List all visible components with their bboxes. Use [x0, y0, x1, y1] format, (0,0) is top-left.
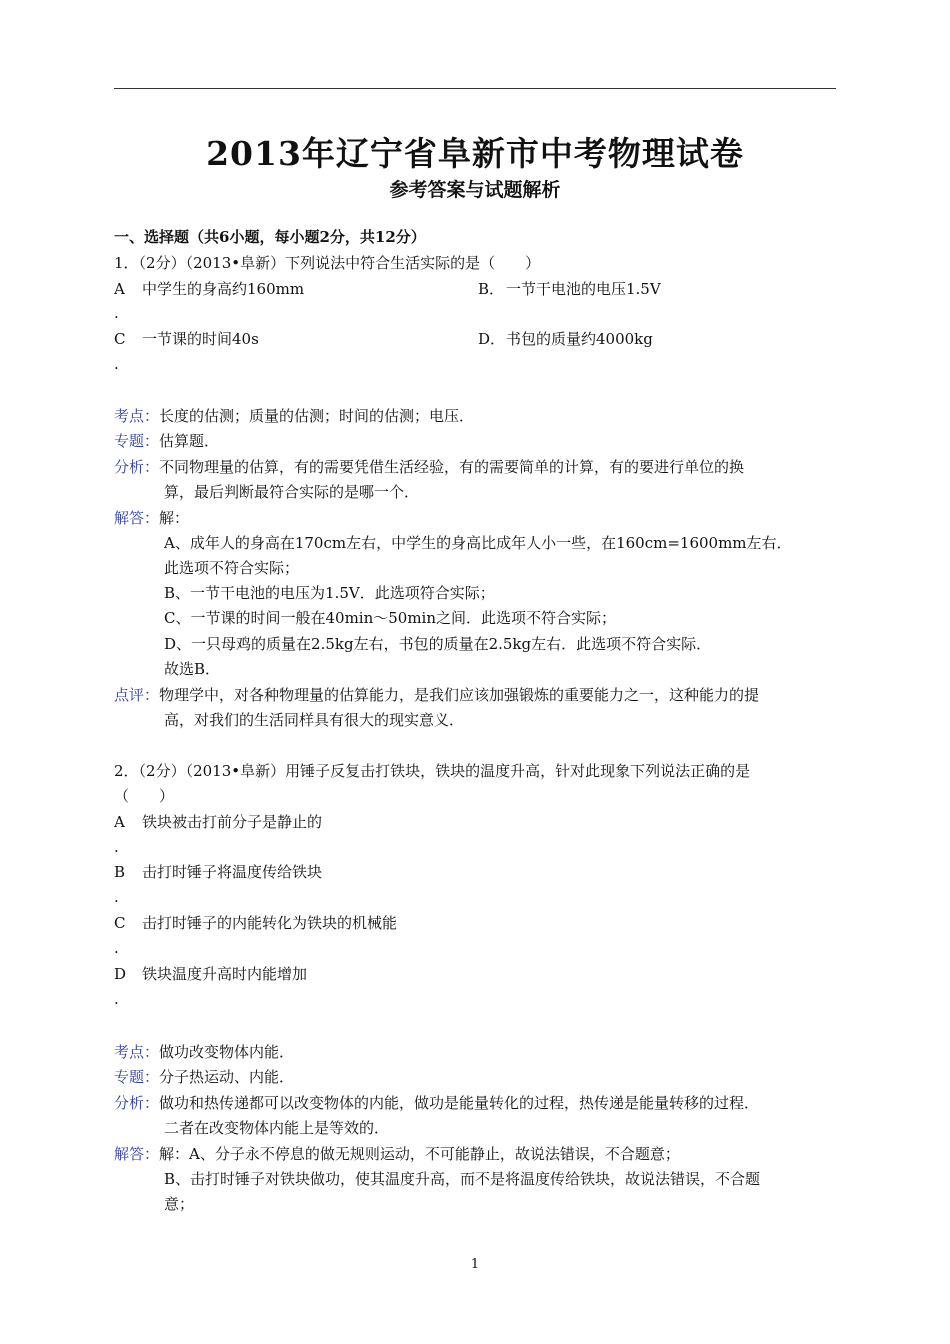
q1-jieda-d: D、一只母鸡的质量在2.5kg左右，书包的质量在2.5kg左右．此选项不符合实际．: [164, 635, 712, 653]
option-dot: .: [114, 838, 119, 856]
q2-zhuanti: [114, 1068, 294, 1086]
kaodian-text: 长度的估测；质量的估测；时间的估测；电压．: [159, 407, 475, 425]
option-text: 铁块被击打前分子是静止的: [142, 813, 323, 831]
q1-option-b: [478, 280, 661, 298]
zhuanti-text: 分子热运动、内能．: [159, 1068, 295, 1086]
option-text: 一节干电池的电压1.5V: [506, 280, 661, 298]
option-letter: B．: [478, 280, 505, 298]
q2-option-c: [114, 914, 397, 932]
option-dot: .: [114, 888, 119, 906]
zhuanti-label: 专题：: [114, 432, 160, 450]
fenxi-label: 分析：: [114, 1094, 160, 1112]
zhuanti-text: 估算题．: [159, 432, 220, 450]
option-text: 击打时锤子将温度传给铁块: [142, 863, 323, 881]
option-letter: D．: [478, 330, 506, 348]
jieda-label: 解答：: [114, 1145, 160, 1163]
option-text: 一节课的时间40s: [142, 330, 259, 348]
q2-option-b: [114, 863, 322, 881]
q1-dianping-cont: 高，对我们的生活同样具有很大的现实意义．: [164, 711, 465, 729]
page-title: 2013年辽宁省阜新市中考物理试卷: [206, 134, 744, 173]
q1-option-a: [114, 280, 304, 298]
q1-jieda-a-cont: 此选项不符合实际；: [164, 559, 300, 577]
option-letter: A: [114, 813, 125, 831]
jieda-text: 解：: [159, 509, 190, 527]
dianping-label: 点评：: [114, 686, 160, 704]
q2-kaodian: [114, 1043, 294, 1061]
jieda-text: 解：A、分子永不停息的做无规则运动，不可能静止，故说法错误，不合题意；: [159, 1145, 680, 1163]
q1-jieda-c: C、一节课的时间一般在40min～50min之间．此选项不符合实际；: [164, 609, 617, 627]
q1-answer: 故选B．: [164, 660, 221, 678]
q1-kaodian: [114, 407, 474, 425]
option-text: 铁块温度升高时内能增加: [142, 965, 308, 983]
option-dot: .: [114, 939, 119, 957]
q1-jieda-a: A、成年人的身高在170cm左右，中学生的身高比成年人小一些，在160cm=1600mm左右．: [164, 534, 792, 552]
section-heading: 一、选择题（共6小题，每小题2分，共12分）: [114, 228, 426, 246]
option-letter: C: [114, 914, 126, 932]
kaodian-text: 做功改变物体内能．: [159, 1043, 295, 1061]
q2-option-d: [114, 965, 307, 983]
header-rule: [114, 88, 836, 89]
q2-jieda: [114, 1145, 680, 1163]
q2-jieda-b: B、击打时锤子对铁块做功，使其温度升高，而不是将温度传给铁块，故说法错误，不合题: [164, 1170, 761, 1188]
fenxi-label: 分析：: [114, 458, 160, 476]
q1-stem: 1．（2分）（2013•阜新）下列说法中符合生活实际的是（ ）: [114, 254, 541, 272]
kaodian-label: 考点：: [114, 1043, 160, 1061]
jieda-label: 解答：: [114, 509, 160, 527]
option-text: 中学生的身高约160mm: [142, 280, 305, 298]
option-text: 书包的质量约4000kg: [506, 330, 653, 348]
q1-jieda-b: B、一节干电池的电压为1.5V．此选项符合实际；: [164, 584, 495, 602]
option-letter: B: [114, 863, 126, 881]
page-subtitle: 参考答案与试题解析: [389, 179, 561, 201]
option-dot: .: [114, 990, 119, 1008]
q2-fenxi: [114, 1094, 759, 1112]
q2-stem: 2．（2分）（2013•阜新）用锤子反复击打铁块，铁块的温度升高，针对此现象下列说法正确的是: [114, 762, 751, 780]
kaodian-label: 考点：: [114, 407, 160, 425]
q1-option-c: [114, 330, 259, 348]
option-dot: .: [114, 355, 119, 373]
q1-jieda: [114, 509, 189, 527]
zhuanti-label: 专题：: [114, 1068, 160, 1086]
q1-option-d: [478, 330, 653, 348]
fenxi-text: 做功和热传递都可以改变物体的内能，做功是能量转化的过程，热传递是能量转移的过程．: [159, 1094, 760, 1112]
q1-zhuanti: [114, 432, 219, 450]
option-text: 击打时锤子的内能转化为铁块的机械能: [142, 914, 398, 932]
page-number: 1: [470, 1257, 480, 1272]
option-dot: .: [114, 304, 119, 322]
q2-jieda-b-cont: 意；: [164, 1195, 195, 1213]
option-letter: A: [114, 280, 125, 298]
q1-fenxi-cont: 算，最后判断最符合实际的是哪一个．: [164, 483, 420, 501]
q2-option-a: [114, 813, 322, 831]
q1-dianping: [114, 686, 759, 704]
option-letter: C: [114, 330, 126, 348]
q2-fenxi-cont: 二者在改变物体内能上是等效的．: [164, 1119, 390, 1137]
q2-stem-cont: （ ）: [114, 787, 175, 805]
option-letter: D: [114, 965, 127, 983]
fenxi-text: 不同物理量的估算，有的需要凭借生活经验，有的需要简单的计算，有的要进行单位的换: [159, 458, 745, 476]
dianping-text: 物理学中，对各种物理量的估算能力，是我们应该加强锻炼的重要能力之一，这种能力的提: [159, 686, 760, 704]
q1-fenxi: [114, 458, 744, 476]
